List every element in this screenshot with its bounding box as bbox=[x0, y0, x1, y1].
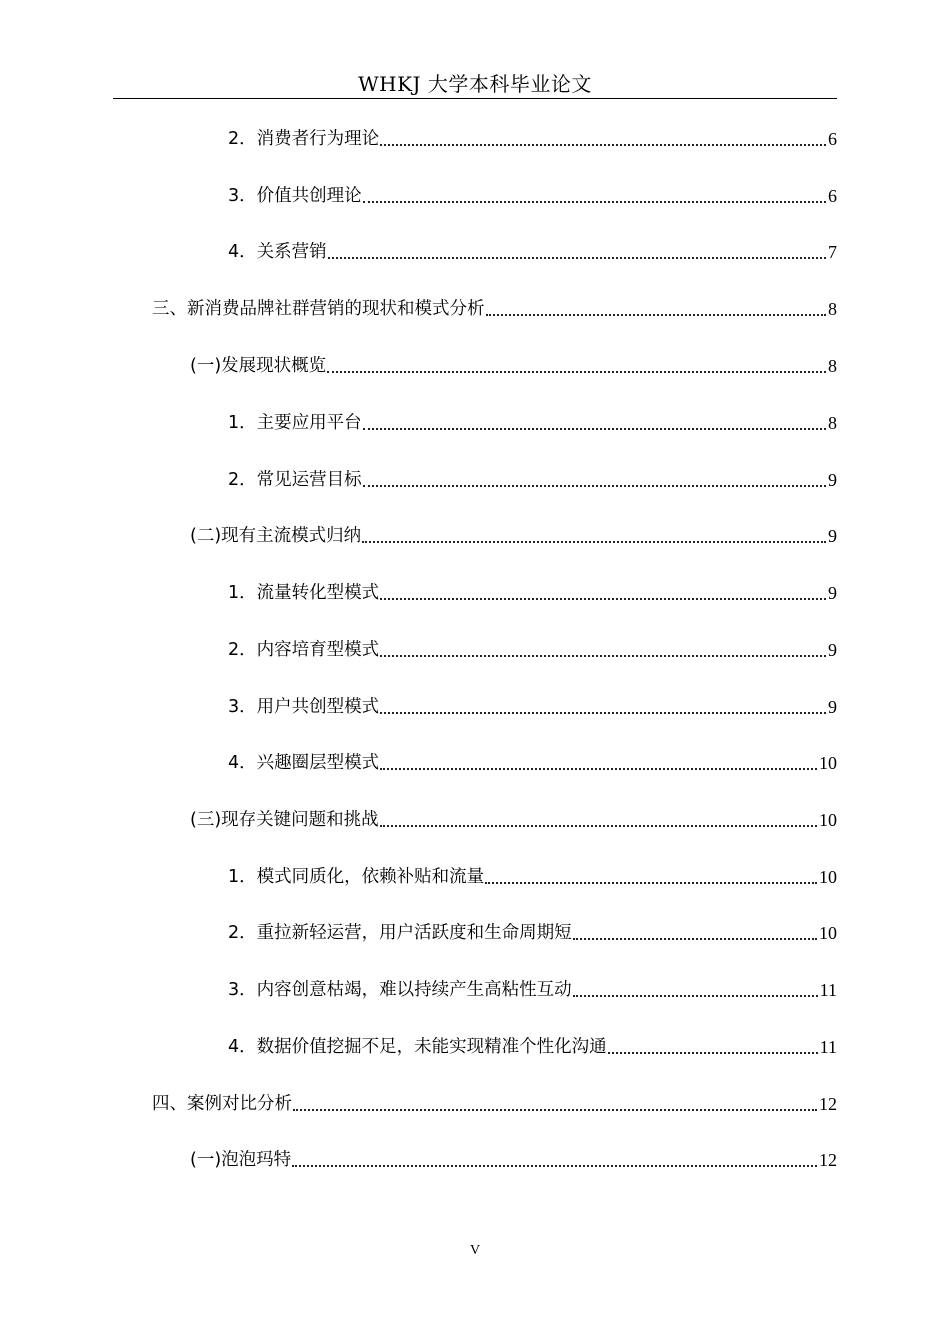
page-header-title: WHKJ 大学本科毕业论文 bbox=[358, 72, 592, 96]
toc-entry[interactable] bbox=[228, 182, 837, 210]
toc-entry-text: (二)现有主流模式归纳 bbox=[190, 526, 362, 546]
toc-page-number: 9 bbox=[828, 583, 837, 603]
toc-entry-text: 1．流量转化型模式 bbox=[228, 583, 380, 603]
toc-page-number: 8 bbox=[828, 299, 837, 319]
dot-leader bbox=[363, 201, 826, 203]
toc-entry-text: (一)发展现状概览 bbox=[190, 356, 327, 376]
dot-leader bbox=[328, 257, 826, 259]
dot-leader bbox=[362, 541, 826, 543]
toc-entry[interactable] bbox=[228, 919, 837, 947]
toc-entry-text: 2．消费者行为理论 bbox=[228, 129, 380, 149]
toc-entry[interactable] bbox=[228, 466, 837, 494]
toc-entry-text: (三)现存关键问题和挑战 bbox=[190, 810, 379, 830]
toc-entry-text: 3．用户共创型模式 bbox=[228, 697, 380, 717]
toc-entry-text: (一)泡泡玛特 bbox=[190, 1150, 292, 1170]
toc-page-number: 11 bbox=[819, 1037, 837, 1057]
toc-page-number: 11 bbox=[819, 980, 837, 1000]
toc-page-number: 9 bbox=[828, 697, 837, 717]
dot-leader bbox=[380, 768, 817, 770]
toc-entry-text: 2．内容培育型模式 bbox=[228, 640, 380, 660]
toc-entry-text: 3．价值共创理论 bbox=[228, 186, 362, 206]
toc-entry[interactable] bbox=[228, 238, 837, 266]
toc-entry[interactable] bbox=[228, 1033, 837, 1061]
toc-entry[interactable] bbox=[228, 579, 837, 607]
toc-entry[interactable] bbox=[190, 352, 837, 380]
toc-entry[interactable] bbox=[228, 976, 837, 1004]
toc-page-number: 9 bbox=[828, 470, 837, 490]
toc-page-number: 9 bbox=[828, 640, 837, 660]
toc-entry-text: 3．内容创意枯竭，难以持续产生高粘性互动 bbox=[228, 980, 572, 1000]
dot-leader bbox=[486, 314, 827, 316]
toc-entry[interactable] bbox=[228, 863, 837, 891]
dot-leader bbox=[327, 371, 826, 373]
toc-entry[interactable] bbox=[228, 749, 837, 777]
dot-leader bbox=[380, 144, 826, 146]
toc-entry-text: 2．重拉新轻运营，用户活跃度和生命周期短 bbox=[228, 923, 572, 943]
toc-entry-text: 2．常见运营目标 bbox=[228, 470, 362, 490]
dot-leader bbox=[573, 938, 817, 940]
dot-leader bbox=[363, 485, 826, 487]
toc-page-number: 12 bbox=[819, 1094, 837, 1114]
toc-entry-text: 1．模式同质化，依赖补贴和流量 bbox=[228, 867, 485, 887]
toc-entry[interactable] bbox=[190, 806, 837, 834]
toc-entry[interactable] bbox=[228, 636, 837, 664]
toc-entry-text: 4．兴趣圈层型模式 bbox=[228, 753, 380, 773]
toc-entry-text: 4．数据价值挖掘不足，未能实现精准个性化沟通 bbox=[228, 1037, 607, 1057]
toc-entry[interactable] bbox=[190, 1146, 837, 1174]
toc-page-number: 10 bbox=[819, 867, 837, 887]
page-number-footer: V bbox=[469, 1243, 481, 1258]
dot-leader bbox=[380, 825, 817, 827]
toc-page-number: 7 bbox=[828, 242, 837, 262]
toc-entry-text: 四、案例对比分析 bbox=[152, 1094, 292, 1114]
dot-leader bbox=[608, 1052, 818, 1054]
toc-page-number: 8 bbox=[828, 413, 837, 433]
toc-page-number: 10 bbox=[819, 810, 837, 830]
toc-entry[interactable] bbox=[152, 1090, 837, 1118]
dot-leader bbox=[485, 882, 817, 884]
toc-page-number: 10 bbox=[819, 923, 837, 943]
toc-entry[interactable] bbox=[228, 693, 837, 721]
dot-leader bbox=[380, 598, 826, 600]
toc-entry[interactable] bbox=[190, 522, 837, 550]
dot-leader bbox=[363, 428, 826, 430]
toc-page-number: 8 bbox=[828, 356, 837, 376]
dot-leader bbox=[293, 1109, 817, 1111]
toc-entry-text: 三、新消费品牌社群营销的现状和模式分析 bbox=[152, 299, 485, 319]
toc-page-number: 12 bbox=[819, 1150, 837, 1170]
toc-entry[interactable] bbox=[228, 409, 837, 437]
dot-leader bbox=[573, 995, 818, 997]
toc-entry-text: 1．主要应用平台 bbox=[228, 413, 362, 433]
toc-entry[interactable] bbox=[152, 295, 837, 323]
toc-page-number: 9 bbox=[828, 526, 837, 546]
toc-page-number: 10 bbox=[819, 753, 837, 773]
toc-page-number: 6 bbox=[828, 186, 837, 206]
dot-leader bbox=[380, 655, 826, 657]
toc-entry-text: 4．关系营销 bbox=[228, 242, 327, 262]
toc-entry[interactable] bbox=[228, 125, 837, 153]
dot-leader bbox=[380, 712, 826, 714]
dot-leader bbox=[292, 1165, 817, 1167]
toc-page-number: 6 bbox=[828, 129, 837, 149]
